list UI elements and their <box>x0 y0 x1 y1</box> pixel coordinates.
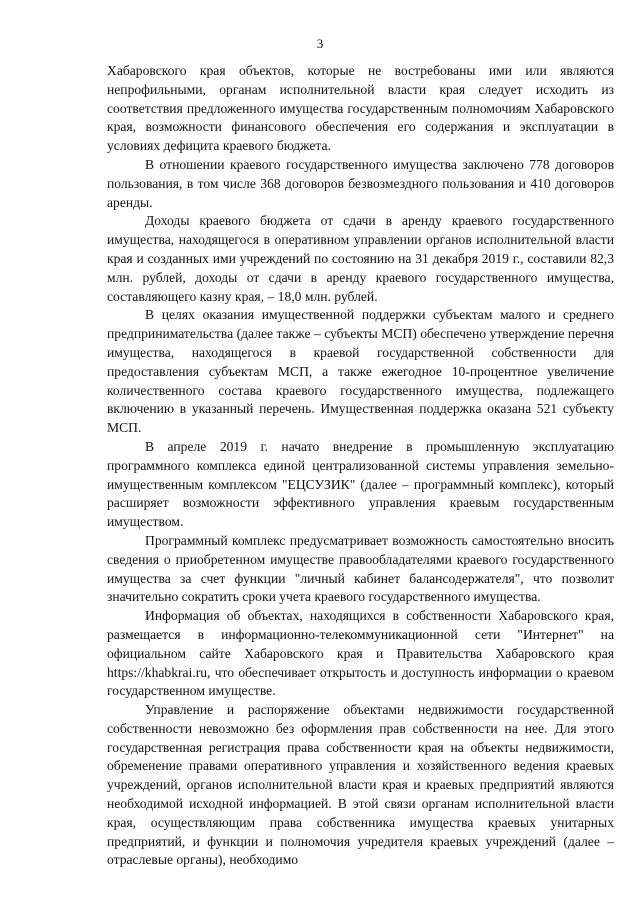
paragraph-continuation: Хабаровского края объектов, которые не востребованы ими или являются непрофильными, органам исполнительной власти края следует исходить из соответствия предложенного имущества государственным полномочиям Хабаровского края, возможности финансового обеспечения его содержания и эксплуатации в условиях дефицита краевого бюджета. <box>107 63 614 154</box>
document-body <box>107 62 614 870</box>
paragraph-lease-agreements: В отношении краевого государственного имущества заключено 778 договоров пользования, в том числе 368 договоров безвозмездного пользования и 410 договоров аренды. <box>107 156 614 210</box>
paragraph-complex-features: Программный комплекс предусматривает возможность самостоятельно вносить сведения о приобретенном имуществе правообладателями краевого государственного имущества за счет функции "личный кабинет балансодержателя", что позволит значительно сократить сроки учета краевого государственного имущества. <box>107 532 614 605</box>
paragraph-public-information: Информация об объектах, находящихся в собственности Хабаровского края, размещается в информационно-телекоммуникационной сети "Интернет" на официальном сайте Хабаровского края и Правительства Хабаровского края https://khabkrai.ru, что обеспечивает открытость и доступность информации о краевом государственном имуществе. <box>107 608 614 699</box>
paragraph-software-complex: В апреле 2019 г. начато внедрение в промышленную эксплуатацию программного комплекса единой централизованной системы управления земельно-имущественным комплексом "ЕЦСУЗИК" (далее – программный комплекс), который расширяет возможности эффективного управления краевым государственным имуществом. <box>107 438 614 530</box>
paragraph-msp-support: В целях оказания имущественной поддержки субъектам малого и среднего предпринимательства (далее также – субъекты МСП) обеспечено утверждение перечня имущества, находящегося в краевой государственной собственности для предоставления субъектам МСП, а также ежегодное 10-процентное увеличение количественного состава краевого государственного имущества, подлежащего включению в указанный перечень. Имущественная поддержка оказана 521 субъекту МСП. <box>107 307 614 436</box>
paragraph-property-registration: Управление и распоряжение объектами недвижимости государственной собственности невозможно без оформления прав собственности на нее. Для этого государственная регистрация права собственности края на объекты недвижимости, обременение правами оперативного управления и хозяйственного ведения краевых учреждений, органов исполнительной власти края и краевых предприятий являются необходимой исходной информацией. В этой связи органам исполнительной власти края, осуществляющим права собственника имущества краевых унитарных предприятий, и функции и полномочия учредителя краевых учреждений (далее – отраслевые органы), необходимо <box>107 702 614 868</box>
page-number: 3 <box>316 36 324 51</box>
paragraph-budget-income: Доходы краевого бюджета от сдачи в аренду краевого государственного имущества, находящегося в оперативном управлении органов исполнительной власти края и созданных ими учреждений по состоянию на 31 декабря 2019 г., составили 82,3 млн. рублей, доходы от сдачи в аренду краевого государственного имущества, составляющего казну края, – 18,0 млн. рублей. <box>107 213 614 304</box>
